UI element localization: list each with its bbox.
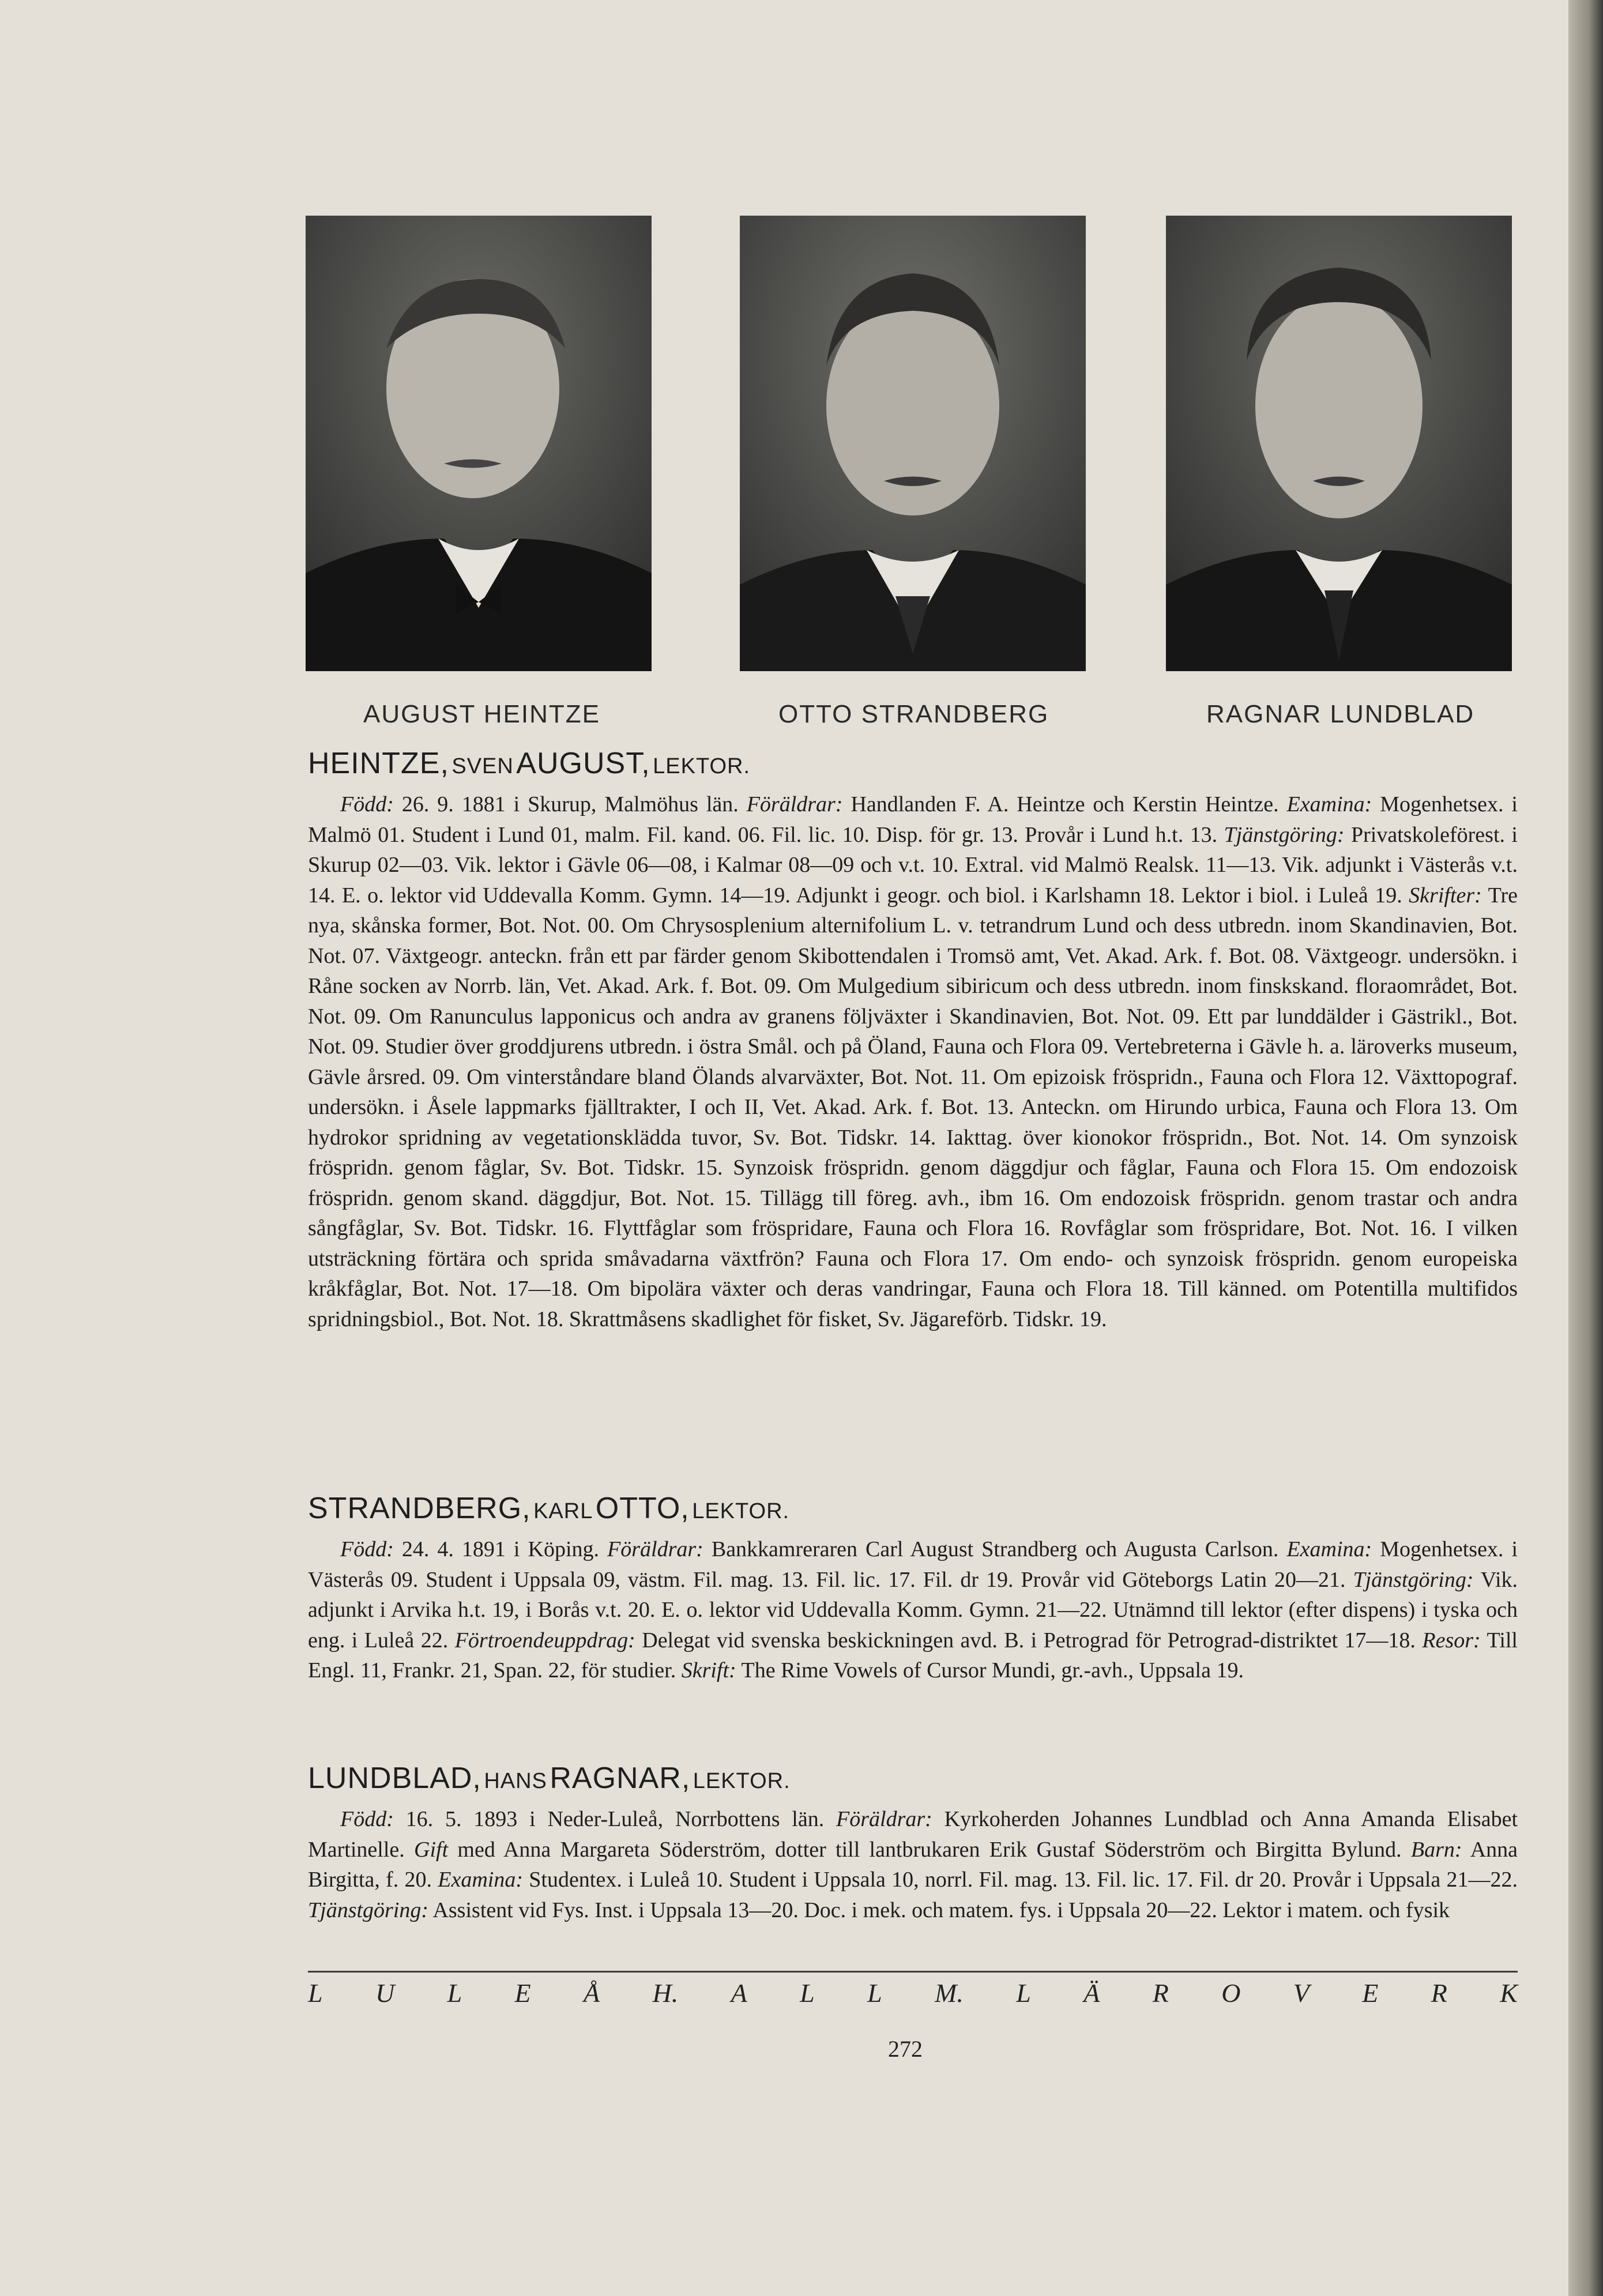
field-text: Bankkamreraren Carl August Strandberg och Augusta Carlson. xyxy=(703,1537,1287,1561)
portrait-image xyxy=(306,216,652,671)
field-text: Assistent vid Fys. Inst. i Uppsala 13—20. Doc. i mek. och matem. fys. i Uppsala 20—22. Lektor i matem. och fysik xyxy=(428,1898,1450,1922)
portrait-image xyxy=(740,216,1086,671)
given-name: HANS xyxy=(484,1769,547,1793)
photo-caption: AUGUST HEINTZE xyxy=(363,700,601,728)
footer-letter: A xyxy=(731,1978,747,2008)
entry-heading-lundblad xyxy=(308,1761,791,1796)
surname: HEINTZE, xyxy=(308,747,449,780)
given-name: RAGNAR, xyxy=(550,1761,691,1795)
footer-letter: R xyxy=(1431,1978,1447,2008)
field-text: Tre nya, skånska former, Bot. Not. 00. Om Chrysosplenium alternifolium L. v. tetrandrum Lund och dess utbredn. inom Skandinavien, Bot. Not. 07. Växtgeogr. anteckn. från ett par färder genom Skibottendalen i Tromsö amt, Vet. Akad. Ark. f. Bot. 08. Växtgeogr. undersökn. i Råne socken av Norrb. län, Vet. Akad. Ark. f. Bot. 09. Om Mulgedium sibiricum och dess utbredn. inom finskskand. floraområdet, Bot. Not. 09. Om Ranunculus lapponicus och andra av granens följväxter i Skandinavien, Bot. Not. 09. Ett par lunddälder i Gästrikl., Bot. Not. 09. Studier över groddjurens utbredn. i östra Smål. och på Öland, Fauna och Flora 09. Vertebreterna i Gävle h. a. läroverks museum, Gävle årsred. 09. Om vinterståndare bland Ölands alvarväxter, Bot. Not. 11. Om epizoisk fröspridn., Fauna och Flora 12. Växttopograf. undersökn. i Åsele lappmarks fjälltrakter, I och II, Vet. Akad. Ark. f. Bot. 13. Anteckn. om Hirundo urbica, Fauna och Flora 13. Om hydrokor spridning av vegetationsklädda tuvor, Sv. Bot. Tidskr. 14. Iakttag. över kionokor fröspridn., Bot. Not. 14. Om synzoisk fröspridn. genom fåglar, Sv. Bot. Tidskr. 15. Synzoisk fröspridn. genom däggdjur och fåglar, Fauna och Flora 15. Om endozoisk fröspridn. genom skand. däggdjur, Bot. Not. 15. Tillägg till föreg. avh., ibm 16. Om endozoisk fröspridn. genom trastar och andra sångfåglar, Sv. Bot. Tidskr. 16. Flyttfåglar som fröspridare, Fauna och Flora 16. Rovfåglar som fröspridare, Bot. Not. 16. I vilken utsträckning förtära och sprida småvadarna växtfrön? Fauna och Flora 17. Om endo- och synzoisk fröspridn. genom europeiska kråkfåglar, Bot. Not. 17—18. Om bipolära växter och deras vandringar, Fauna och Flora 18. Till känned. om Potentilla multifidos spridningsbiol., Bot. Not. 18. Skrattmåsens skadlighet för fisket, Sv. Jägareförb. Tidskr. 19. xyxy=(308,883,1518,1331)
entry-body-heintze xyxy=(308,789,1518,1334)
surname: STRANDBERG, xyxy=(308,1492,531,1525)
portrait-image xyxy=(1166,216,1512,671)
given-name: AUGUST, xyxy=(516,747,650,780)
field-label: Tjänstgöring: xyxy=(1224,822,1345,847)
portrait-photo-heintze xyxy=(306,216,652,671)
field-label: Examina: xyxy=(1286,792,1372,816)
field-text: 26. 9. 1881 i Skurup, Malmöhus län. xyxy=(393,792,747,816)
given-name: KARL xyxy=(533,1499,593,1523)
field-text: The Rime Vowels of Cursor Mundi, gr.-avh., Uppsala 19. xyxy=(736,1658,1244,1683)
page-number: 272 xyxy=(888,2036,923,2062)
footer-letter: L xyxy=(308,1978,323,2008)
field-label: Skrift: xyxy=(681,1658,736,1683)
field-text: Privatskoleförest. i Skurup 02—03. Vik. lektor i Gävle 06—08, i Kalmar 08—09 och v.t. 10. Extral. vid Malmö Realsk. 11—13. Vik. adjunkt i Västerås v.t. 14. E. o. lektor vid Uddevalla Komm. Gymn. 14—19. Adjunkt i geogr. och biol. i Karlshamn 18. Lektor i biol. i Luleå 19. xyxy=(308,822,1518,908)
field-text: 16. 5. 1893 i Neder-Luleå, Norrbottens län. xyxy=(393,1807,837,1831)
title: LEKTOR. xyxy=(693,1769,791,1793)
page-edge xyxy=(1568,0,1603,2296)
field-label: Gift xyxy=(414,1837,449,1862)
title: LEKTOR. xyxy=(692,1499,790,1523)
footer-letter: L xyxy=(1016,1978,1031,2008)
field-text: Mogenhetsex. i Malmö 01. Student i Lund 01, malm. Fil. kand. 06. Fil. lic. 10. Disp. för gr. 13. Provår i Lund h.t. 13. xyxy=(308,792,1518,847)
footer-letter: E xyxy=(1362,1978,1379,2008)
footer-letter: L xyxy=(800,1978,815,2008)
photo-caption: RAGNAR LUNDBLAD xyxy=(1206,700,1475,728)
footer-letter: O xyxy=(1221,1978,1241,2008)
field-text: Kyrkoherden Johannes Lundblad och Anna Amanda Elisabet Martinelle. xyxy=(308,1807,1518,1862)
entry-heading-strandberg xyxy=(308,1491,789,1526)
field-text: Vik. adjunkt i Arvika h.t. 19, i Borås v.t. 20. E. o. lektor vid Uddevalla Komm. Gymn. 21—22. Utnämnd till lektor (efter dispens) i tyska och eng. i Luleå 22. xyxy=(308,1567,1518,1653)
entry-body-strandberg xyxy=(308,1534,1518,1686)
field-label: Förtroendeuppdrag: xyxy=(454,1628,635,1653)
field-label: Examina: xyxy=(438,1868,524,1892)
field-label: Född: xyxy=(340,792,394,816)
portrait-photo-strandberg xyxy=(740,216,1086,671)
field-label: Föräldrar: xyxy=(746,792,843,816)
footer-letter: M. xyxy=(935,1978,964,2008)
photo-caption: OTTO STRANDBERG xyxy=(778,700,1049,728)
portrait-photo-lundblad xyxy=(1166,216,1512,671)
field-label: Tjänstgöring: xyxy=(1353,1567,1474,1592)
field-label: Föräldrar: xyxy=(836,1807,932,1831)
field-text: Anna Birgitta, f. 20. xyxy=(308,1837,1518,1892)
running-footer xyxy=(308,1978,1518,2008)
field-text: Mogenhetsex. i Västerås 09. Student i Uppsala 09, västm. Fil. mag. 13. Fil. lic. 17. Fil. dr 19. Provår vid Göteborgs Latin 20—21. xyxy=(308,1537,1518,1592)
footer-letter: R xyxy=(1152,1978,1169,2008)
given-name: OTTO, xyxy=(595,1492,690,1525)
footer-letter: E xyxy=(514,1978,531,2008)
field-text: 24. 4. 1891 i Köping. xyxy=(393,1537,608,1561)
entry-body-lundblad xyxy=(308,1804,1518,1925)
field-label: Född: xyxy=(340,1807,394,1831)
footer-letter: L xyxy=(447,1978,462,2008)
given-name: SVEN xyxy=(451,754,514,778)
field-text: Studentex. i Luleå 10. Student i Uppsala 10, norrl. Fil. mag. 13. Fil. lic. 17. Fil. dr 20. Provår i Uppsala 21—22. xyxy=(523,1868,1518,1892)
footer-letter: Å xyxy=(584,1978,600,2008)
footer-letter: Ä xyxy=(1083,1978,1100,2008)
title: LEKTOR. xyxy=(653,754,751,778)
field-text: Handlanden F. A. Heintze och Kerstin Heintze. xyxy=(842,792,1287,816)
field-label: Barn: xyxy=(1410,1837,1462,1862)
footer-letter: K xyxy=(1500,1978,1518,2008)
footer-letter: V xyxy=(1293,1978,1310,2008)
field-label: Resor: xyxy=(1422,1628,1481,1653)
surname: LUNDBLAD, xyxy=(308,1761,481,1795)
field-label: Skrifter: xyxy=(1409,883,1482,908)
field-text: Till Engl. 11, Frankr. 21, Span. 22, för studier. xyxy=(308,1628,1518,1683)
field-label: Föräldrar: xyxy=(607,1537,703,1561)
footer-letter: H. xyxy=(652,1978,679,2008)
field-label: Examina: xyxy=(1286,1537,1372,1561)
field-label: Tjänstgöring: xyxy=(308,1898,429,1922)
footer-rule xyxy=(308,1971,1518,1973)
field-label: Född: xyxy=(340,1537,394,1561)
field-text: med Anna Margareta Söderström, dotter till lantbrukaren Erik Gustaf Söderström och Birgitta Bylund. xyxy=(448,1837,1411,1862)
field-text: Delegat vid svenska beskickningen avd. B. i Petrograd för Petrograd-distriktet 17—18. xyxy=(635,1628,1423,1653)
footer-letter: L xyxy=(867,1978,882,2008)
entry-heading-heintze xyxy=(308,746,750,781)
footer-letter: U xyxy=(375,1978,395,2008)
